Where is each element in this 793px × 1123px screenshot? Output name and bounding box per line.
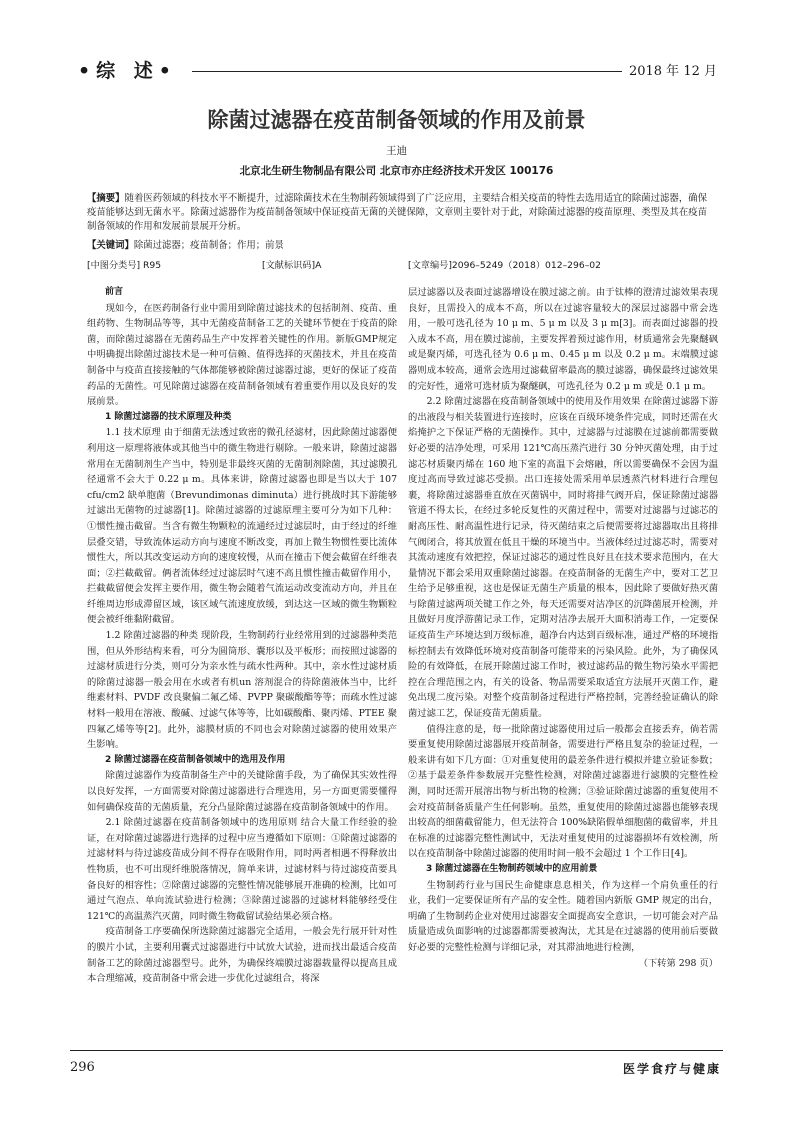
keywords: [87, 239, 707, 253]
abstract: [87, 192, 707, 234]
keywords-label: 【关键词】: [87, 240, 134, 251]
continued-note: （下转第 298 页）: [638, 957, 718, 969]
paragraph: 生物制药行业与国民生命健康息息相关，作为这样一个肩负重任的行业，我们一定要保证所有产品的安全性。随着国内新版 GMP 规定的出台，明确了生物制药企业对使用过滤器安全面提高安全意识，一切可能会对产品质量造成负面影响的过滤器都需要被淘汰，尤其是在过滤器的使用前后要做好必要的完整性检测与详细记录，对其滞油地进行检测，: [408, 879, 718, 953]
article-title: 除菌过滤器在疫苗制备领域的作用及前景: [207, 107, 586, 132]
abstract-label: 【摘要】: [87, 193, 125, 204]
document-code: [文献标识码]A: [262, 260, 322, 271]
heading-preface: 前言: [105, 287, 124, 297]
header-date: 2018 年 12 月: [628, 64, 717, 79]
journal-name: 医学食疗与健康: [622, 1062, 721, 1076]
abstract-text: 随着医药领域的科技水平不断提升，过滤除菌技术在生物制药领域得到了广泛应用，主要结合相关疫苗的特性去选用适宜的除菌过滤器，确保疫苗能够达到无菌水平。除菌过滤器作为疫苗制备领域中保证疫苗无菌的关键保障，文章则主要针对于此，对除菌过滤器的疫苗原理、类型及其在疫苗制备领域的作用和发展前景展开分析。: [87, 193, 707, 232]
paragraph: 除菌过滤器作为疫苗制备生产中的关键除菌手段，为了确保其实效性得以良好发挥，一方面需要对除菌过滤器进行合理选用，另一方面更需要懂得如何确保疫苗的无菌质量，充分凸显除菌过滤器在疫苗制备领域中的作用。: [87, 770, 397, 813]
header-rule: [192, 71, 622, 72]
paragraph: 值得注意的是，每一批除菌过滤器使用过后一般都会直接丢弃，倘若需要重复使用除菌过滤器展开疫苗制备，需要进行严格且复杂的验证过程，一般来讲有如下几方面：①对重复使用的最差条件进行模拟并建立验证参数；②基于最差条件参数展开完整性检测，对除菌过滤器进行滤膜的完整性检测，同时还需开展溶出物与析出物的检测；③验证除菌过滤器的重复使用不会对疫苗制备质量产生任何影响。虽然，重复使用的除菌过滤器也能够表现出较高的细菌截留能力，但无法符合 100%缺陷假单细胞菌的截留率，并且在标准的过滤器完整性测试中，无法对重复使用的过滤器损坏有效检测，所以在疫苗制备中除菌过滤器的使用时间一般不会超过 1 个工作日[4]。: [408, 723, 718, 860]
paragraph: 层过滤器以及表面过滤器增设在膜过滤之前。由于钛棒的澄清过滤效果表现良好，且需投入的成本不高，所以在过滤容量较大的深层过滤器中常会选用，一般可选孔径为 10 μ m、5 μ m 以及 3 μ m[3]。而表面过滤器的投入成本不高，用在膜过滤前，主要发挥着预过滤作用，材质通常会先聚醚砜或是聚丙烯，可选孔径为 0.6 μ m、0.45 μ m 以及 0.2 μ m。末端膜过滤器则成本较高，通常会选用过滤截留率最高的膜过滤器，确保最终过滤效果的完好性，通常可选材质为聚醚砜，可选孔径为 0.2 μ m 或是 0.1 μ m。: [408, 287, 718, 392]
paragraph: 疫苗制备工序要确保所选除菌过滤器完全适用，一般会先行展开针对性的膜片小试，主要利用囊式过滤器进行中试放大试验，进而找出最适合疫苗制备工艺的除菌过滤器型号。此外，为确保终端膜过滤器载量得以提高且成本合理缩减，疫苗制备中常会进一步优化过滤组合，将深: [87, 926, 397, 985]
paragraph: 2.1 除菌过滤器在疫苗制备领域中的选用原则 结合大量工作经验的验证，在对除菌过滤器进行选择的过程中应当遵循如下原则：①除菌过滤器的过滤材料与待过滤疫苗成分间不得存在吸附作用，同时两者相遇不得释放出性物质，也不可出现纤维脱落情况，简单来讲，过滤材料与待过滤疫苗要具备良好的相容性；②除菌过滤器的完整性情况能够展开准确的检测，比如可通过气泡点、单向流试验进行检测；③除菌过滤器的过滤材料能够经受住 121℃的高温蒸汽灭菌，同时微生物截留试验结果必须合格。: [87, 817, 397, 922]
section-heading: 2 除菌过滤器在疫苗制备领域中的选用及作用: [105, 754, 286, 765]
paragraph: 1.2 除菌过滤器的种类 现阶段，生物制药行业经常用到的过滤器种类范围，但从外形结构来看，可分为圆筒形、囊形以及平板形；而按照过滤器的过滤材质进行分类，则可分为亲水性与疏水性两种。其中，亲水性过滤材质的除菌过滤器一般会用在水或者有机un 溶剂混合的待除菌液体当中，比纤维素材料、PVDF 改良聚偏二氟乙烯、PVPP 聚碳酸酯等等；而疏水性过滤材料一般用在溶液、酸碱、过滤气体等等，比如碳酸酯、聚丙烯、PTEE 聚四氟乙烯等等[2]。此外，滤膜材质的不同也会对除菌过滤器的使用效果产生影响。: [87, 630, 397, 751]
keywords-text: 除菌过滤器；疫苗制备；作用；前景: [133, 240, 284, 251]
paragraph: 2.2 除菌过滤器在疫苗制备领域中的使用及作用效果 在除菌过滤器下游的出液段与相关装置进行连接时，应该在百级环境条件完成，同时还需在火焰掩护之下保证严格的无菌操作。其中，过滤器与过滤膜在过滤前都需要做好必要的洁净处理，可采用 121℃高压蒸汽进行 30 分钟灭菌处理，由于过滤芯材质聚丙烯在 160 地下室的高温下会熔融，所以需要确保不会因为温度过高而导致过滤芯受损。出口连接处需采用单层透蒸汽材料进行合理包裹，将除菌过滤器垂直放在灭菌锅中，同时将排气阀开启，保证除菌过滤器管道不得太长，在经过多轮反复性的灭菌过程中，需要对过滤器与过滤芯的耐高压性、耐高温性进行记录，待灭菌结束之后便需要将过滤器取出且将排气阀闭合，将其放置在低且干燥的环境当中。当液体经过过滤芯时，需要对其流动速度有效把控，保证过滤芯的通过性良好且在技术要求范围内，在大量情况下都会采用双重除菌过滤器。在疫苗制备的无菌生产中，要对工艺卫生给予足够重视，这也是保证无菌生产质量的根本，因此除了要做好热灭菌与除菌过滤两项关键工作之外，每天还需要对洁净区的沉降菌展开检测，并且做好月度浮游菌记录工作，定期对洁净去展开大面积消毒工作，一定要保证疫苗生产环境达到万级标准，超净台内达到百级标准，通过严格的环境指标控制去有效降低环境对疫苗制备可能带来的污染风险。此外，为了确保风险的有效降低，在展开除菌过滤工作时，被过滤药品的微生物污染水平需把控在合理范围之内，有关的设备、物品需要采取适宜方法展开灭菌工作，避免出现二度污染。对整个疫苗制备过程进行严格控制，完善经验证确认的除菌过滤工艺，保证疫苗无菌质量。: [408, 396, 718, 720]
author: 王迪: [386, 145, 407, 157]
affiliation: 北京北生研生物制品有限公司 北京市亦庄经济技术开发区 100176: [239, 165, 554, 177]
paragraph: 现如今，在医药制备行业中需用到除菌过滤技术的包括制剂、疫苗、重组药物、生物制品等等，其中无菌疫苗制备工艺的关键环节便在于疫苗的除菌，而除菌过滤器在无菌药品生产中发挥着关键性的作用。新版GMP规定中明确提出除菌过滤技术是一种可信赖、值得选择的灭菌技术，并且在疫苗制备中与疫苗直接接触的气体都能够被除菌过滤器过滤，更好的保证了疫苗药品的无菌性。可见除菌过滤器在疫苗制备领域有着重要作用以及良好的发展前景。: [87, 302, 397, 408]
right-column: [408, 285, 718, 971]
header-section-label: •综 述•: [78, 60, 177, 82]
paragraph: 1.1 技术原理 由于细菌无法透过致密的微孔径滤材，因此除菌过滤器便利用这一原理将液体或其他当中的微生物进行剔除。一般来讲，除菌过滤器常用在无菌制剂生产当中，特别是非最终灭菌的无菌制剂除菌，其过滤膜孔径通常不会大于 0.22 μ m。具体来讲，除菌过滤器也即是当以大于 107 cfu/cm2 缺单胞菌（Brevundimonas diminuta）进行挑战时其下游能够过滤出无菌物的过滤器[1]。除菌过滤器的过滤原理主要可分为如下几种：①惯性撞击截留。当含有微生物颗粒的流通经过过滤层时，由于经过的纤维层叠交错，导致流体运动方向与速度不断改变，再加上微生物惯性要比流体惯性大，所以其改变运动方向的速度较慢，从而在撞击下便会截留在纤维表面；②拦截截留。俩者流体经过过滤层时气速不高且惯性撞击截留作用小，拦截截留便会发挥主要作用，微生物会随着气流运动改变流动方向，并且在纤维周边形成滞留区域，该区域气流速度放缓，到达这一区域的微生物颗粒便会被纤维黏附截留。: [87, 427, 397, 626]
section-heading: 3 除菌过滤器在生物制药领域中的应用前景: [426, 863, 598, 874]
page-number: 296: [70, 1060, 95, 1075]
footer-rule: [70, 1050, 723, 1051]
section-heading: 1 除菌过滤器的技术原理及种类: [105, 411, 232, 422]
clc-number: [中图分类号] R95: [87, 260, 162, 271]
article-number: [文章编号]2096–5249（2018）012–296–02: [408, 260, 601, 271]
left-column: [87, 285, 397, 987]
